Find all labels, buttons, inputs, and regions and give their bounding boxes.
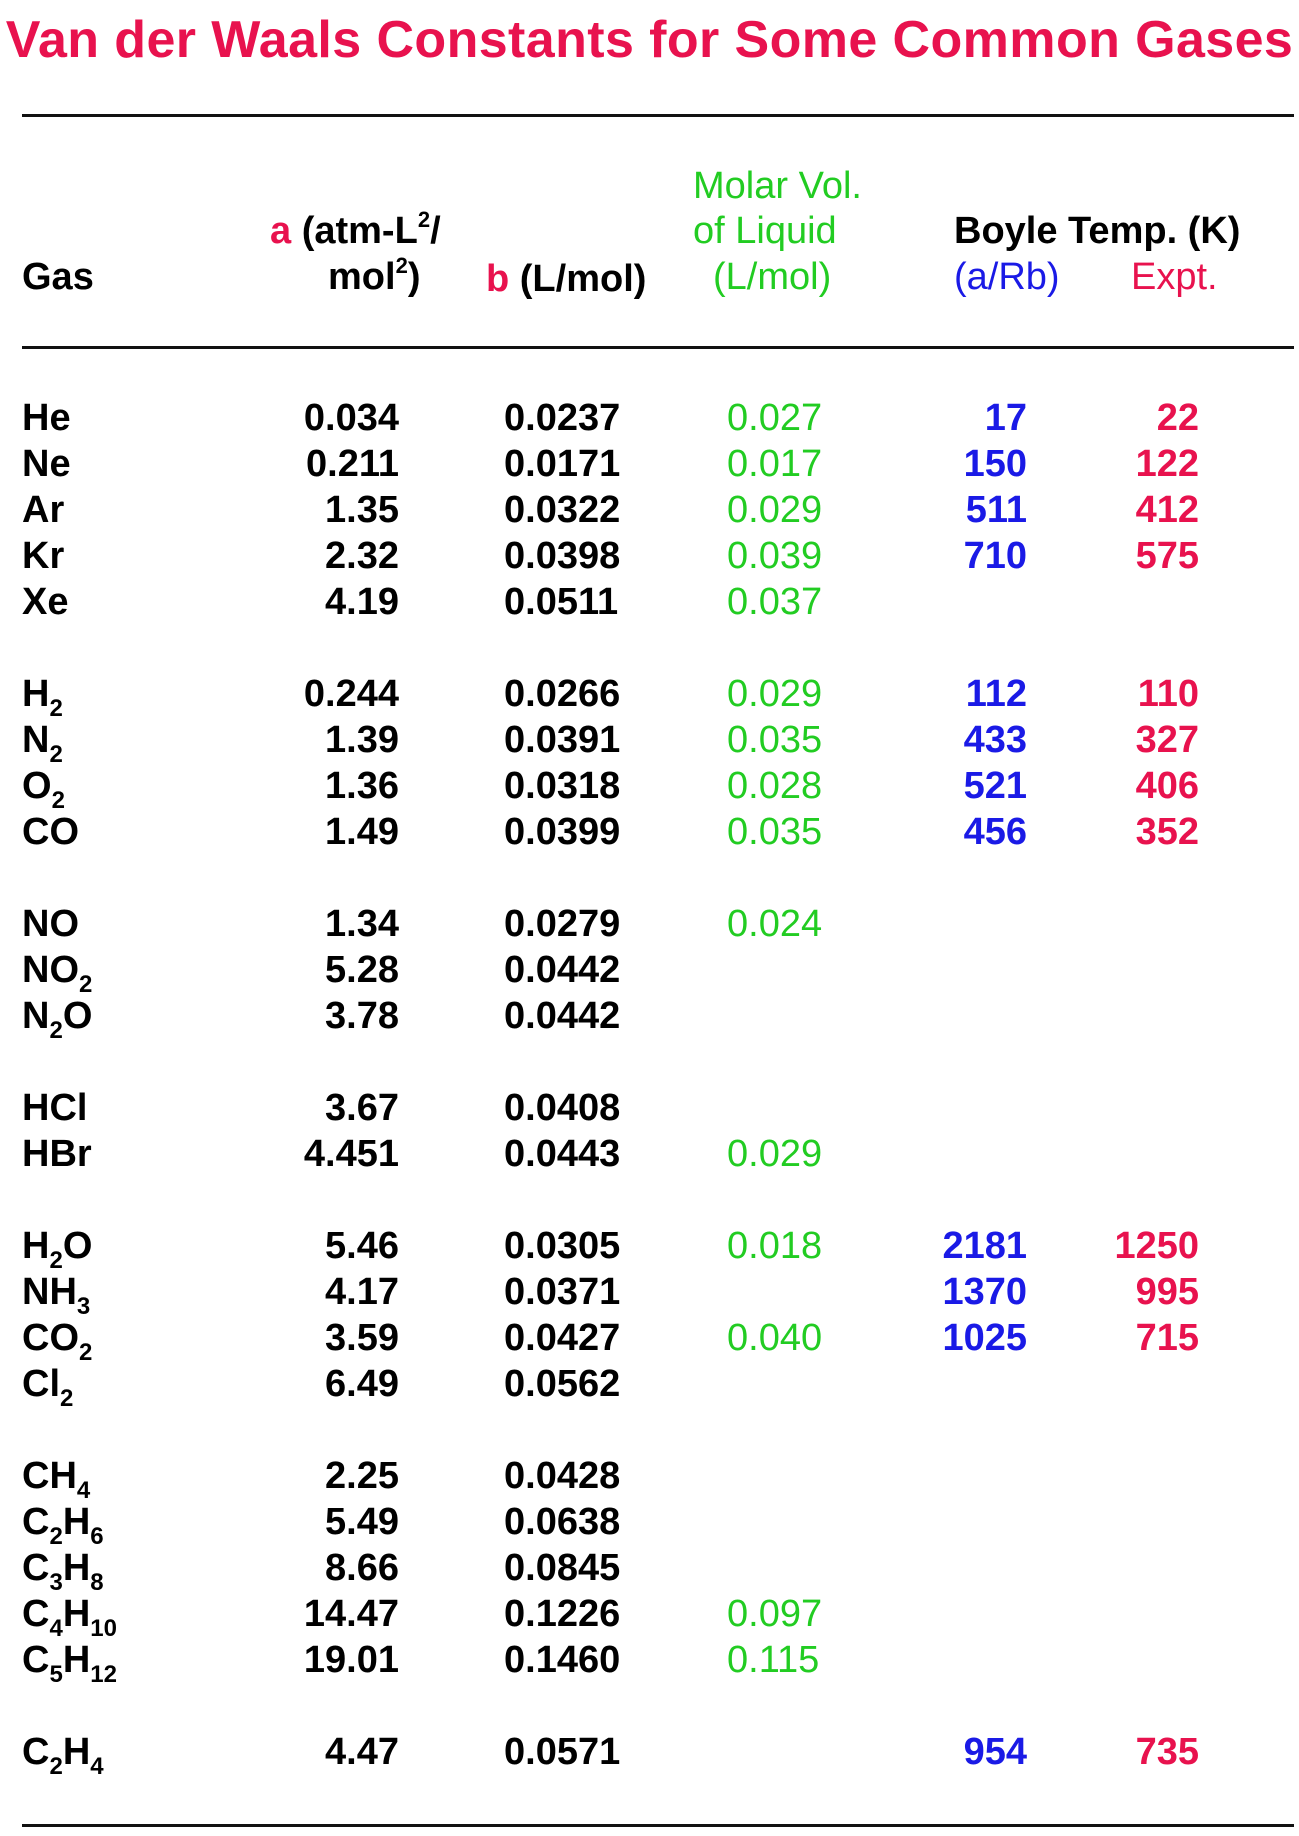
header-a-sup1: 2 [417,207,431,232]
a-value: 5.46 [325,1225,399,1267]
gas-symbol: Ne [22,443,71,485]
table-row [0,1591,1299,1642]
gas-symbol: H [22,673,50,715]
header-a-close: ) [407,256,421,298]
boyle-expt-value: 995 [1135,1271,1199,1313]
header-molar-line1: Molar Vol. [693,165,862,207]
b-value: 0.0266 [504,673,621,715]
gas-subscript: 10 [90,1615,117,1642]
gas-symbol: HBr [22,1133,92,1175]
a-value: 8.66 [325,1547,399,1589]
gas-symbol: C [22,1593,50,1635]
gas-symbol: NO [22,949,79,991]
gas-symbol: H [62,1639,91,1681]
molar-volume-value: 0.028 [727,765,823,807]
gas-symbol: He [22,397,71,439]
boyle-expt-value: 715 [1135,1317,1199,1359]
a-value: 6.49 [325,1363,399,1405]
boyle-calc-value: 112 [965,673,1027,715]
page-title: Van der Waals Constants for Some Common Gases [5,11,1294,69]
b-value: 0.0443 [504,1133,621,1175]
table-row [0,901,1299,947]
gas-subscript: 4 [49,1615,63,1642]
boyle-calc-value: 2181 [942,1225,1027,1267]
gas-name [22,993,93,1044]
gas-subscript: 2 [60,1385,74,1412]
b-value: 0.0322 [504,489,621,531]
a-value: 4.19 [325,581,399,623]
gas-symbol: Cl [22,1363,60,1405]
molar-volume-value: 0.017 [727,443,823,485]
gas-subscript: 2 [49,741,63,768]
molar-volume-value: 0.029 [727,1133,823,1175]
a-value: 1.34 [325,903,399,945]
gas-symbol: NH [22,1271,77,1313]
gas-name [22,395,71,441]
gas-symbol: O [62,995,93,1037]
molar-volume-value: 0.027 [727,397,823,439]
boyle-expt-value: 110 [1137,673,1199,715]
header-a-line2 [328,254,420,300]
gas-symbol: H [62,1593,91,1635]
gas-name [22,579,68,625]
gas-symbol: H [22,1225,50,1267]
gas-symbol: H [62,1547,91,1589]
table-row [0,395,1299,441]
gas-symbol: CH [22,1455,77,1497]
table-row [0,487,1299,533]
molar-volume-value: 0.029 [727,673,823,715]
b-value: 0.0237 [504,397,621,439]
b-value: 0.0428 [504,1455,621,1497]
table-row [0,809,1299,855]
boyle-expt-value: 406 [1135,765,1199,807]
b-value: 0.0845 [504,1547,621,1589]
table-row [0,993,1299,1044]
table-row [0,441,1299,487]
header-divider [22,346,1294,349]
a-value: 2.25 [325,1455,399,1497]
a-value: 1.36 [325,765,399,807]
gas-subscript: 2 [49,695,63,722]
a-value: 3.59 [325,1317,399,1359]
gas-name [22,1131,92,1177]
boyle-calc-value: 433 [963,719,1027,761]
gas-subscript: 4 [76,1477,91,1504]
table-row [0,947,1299,998]
b-value: 0.1226 [504,1593,621,1635]
header-a-letter: a [270,210,292,252]
gas-symbol: NO [22,903,79,945]
gas-name [22,671,63,722]
boyle-calc-value: 17 [984,397,1027,439]
gas-subscript: 2 [79,1339,93,1366]
gas-symbol: Ar [22,489,65,531]
b-value: 0.0408 [504,1087,621,1129]
header-molar-line2: of Liquid [693,210,837,252]
header-a-sup2: 2 [395,253,408,278]
gas-name [22,441,71,487]
boyle-expt-value: 575 [1135,535,1199,577]
gas-subscript: 8 [90,1569,104,1596]
header-a-slash: / [430,210,441,252]
boyle-expt-value: 412 [1135,489,1199,531]
gas-subscript: 2 [49,1017,63,1044]
b-value: 0.0399 [504,811,621,853]
gas-symbol: N [22,995,50,1037]
a-value: 4.451 [303,1133,399,1175]
gas-name [22,533,64,579]
gas-name [22,1453,91,1504]
gas-name [22,717,63,768]
boyle-calc-value: 511 [965,489,1027,531]
gas-name [22,1729,104,1780]
table-row [0,1131,1299,1177]
gas-symbol: C [22,1639,50,1681]
table-row [0,533,1299,579]
table-row [0,671,1299,722]
gas-subscript: 6 [90,1523,104,1550]
header-a-unit1: (atm-L [301,210,418,252]
gas-subscript: 2 [79,971,93,998]
molar-volume-value: 0.040 [727,1317,823,1359]
table-row [0,1453,1299,1504]
boyle-expt-value: 22 [1156,397,1199,439]
gas-symbol: CO [22,811,79,853]
a-value: 19.01 [303,1639,399,1681]
a-value: 4.47 [325,1731,399,1773]
molar-volume-value: 0.035 [727,811,823,853]
gas-symbol: Kr [22,535,65,577]
header-gas: Gas [22,256,94,298]
boyle-calc-value: 521 [963,765,1027,807]
b-value: 0.0571 [504,1731,621,1773]
gas-subscript: 5 [49,1661,63,1688]
molar-volume-value: 0.037 [727,581,823,623]
gas-symbol: H [62,1501,91,1543]
molar-volume-value: 0.097 [727,1593,823,1635]
molar-volume-value: 0.024 [727,903,823,945]
gas-name [22,901,79,947]
top-divider [22,114,1294,117]
gas-name [22,487,64,533]
b-value: 0.0638 [504,1501,621,1543]
gas-symbol: C [22,1547,50,1589]
header-boyle-title: Boyle Temp. (K) [954,210,1241,252]
gas-name [22,1591,117,1642]
header-b [486,256,646,302]
gas-symbol: HCl [22,1087,88,1129]
table-row [0,1729,1299,1780]
header-boyle-calc: (a/Rb) [954,256,1060,298]
gas-symbol: CO [22,1317,79,1359]
gas-name [22,763,65,814]
gas-subscript: 12 [90,1661,117,1688]
a-value: 4.17 [325,1271,399,1313]
b-value: 0.0427 [504,1317,621,1359]
gas-name [22,1499,104,1550]
a-value: 0.244 [303,673,399,715]
gas-subscript: 4 [90,1753,104,1780]
b-value: 0.1460 [504,1639,621,1681]
gas-subscript: 2 [49,1523,63,1550]
gas-name [22,1545,104,1596]
boyle-calc-value: 150 [963,443,1027,485]
gas-name [22,1223,93,1274]
b-value: 0.0371 [504,1271,621,1313]
header-b-letter: b [486,258,510,300]
b-value: 0.0318 [504,765,621,807]
molar-volume-value: 0.018 [727,1225,823,1267]
molar-volume-value: 0.029 [727,489,823,531]
boyle-calc-value: 456 [963,811,1027,853]
a-value: 5.28 [325,949,399,991]
gas-name [22,1361,74,1412]
a-value: 14.47 [303,1593,399,1635]
gas-subscript: 2 [51,787,65,814]
gas-name [22,1637,117,1688]
boyle-expt-value: 1250 [1114,1225,1199,1267]
gas-subscript: 2 [49,1753,63,1780]
header-a-line1 [270,208,441,254]
a-value: 1.35 [325,489,399,531]
a-value: 1.49 [325,811,399,853]
boyle-calc-value: 1370 [942,1271,1027,1313]
gas-name [22,1315,93,1366]
molar-volume-value: 0.115 [727,1639,820,1681]
boyle-expt-value: 352 [1135,811,1199,853]
a-value: 3.78 [325,995,399,1037]
table-row [0,1545,1299,1596]
gas-subscript: 3 [49,1569,63,1596]
b-value: 0.0562 [504,1363,621,1405]
a-value: 1.39 [325,719,399,761]
gas-name [22,947,93,998]
b-value: 0.0279 [504,903,621,945]
b-value: 0.0305 [504,1225,621,1267]
boyle-calc-value: 954 [963,1731,1027,1773]
b-value: 0.0391 [504,719,621,761]
table-row [0,1315,1299,1366]
gas-symbol: C [22,1731,50,1773]
boyle-expt-value: 122 [1135,443,1199,485]
gas-symbol: O [62,1225,93,1267]
gas-subscript: 2 [49,1247,63,1274]
table-row [0,1637,1299,1688]
gas-name [22,1085,87,1131]
a-value: 3.67 [325,1087,399,1129]
molar-volume-value: 0.035 [727,719,823,761]
table-row [0,579,1299,625]
a-value: 0.211 [306,443,399,485]
table-row [0,1223,1299,1274]
gas-symbol: O [22,765,52,807]
gas-symbol: H [62,1731,91,1773]
a-value: 0.034 [303,397,399,439]
header-boyle-expt: Expt. [1131,256,1218,298]
bottom-divider [22,1824,1294,1827]
b-value: 0.0171 [504,443,621,485]
b-value: 0.0398 [504,535,621,577]
table-row [0,1269,1299,1320]
a-value: 5.49 [325,1501,399,1543]
header-molar-line3: (L/mol) [713,256,832,298]
boyle-calc-value: 1025 [942,1317,1027,1359]
b-value: 0.0511 [504,581,619,623]
a-value: 2.32 [325,535,399,577]
b-value: 0.0442 [504,995,621,1037]
table-row [0,1361,1299,1412]
table-row [0,717,1299,768]
table-row [0,763,1299,814]
header-b-unit: (L/mol) [519,258,647,300]
molar-volume-value: 0.039 [727,535,823,577]
b-value: 0.0442 [504,949,621,991]
boyle-expt-value: 327 [1135,719,1199,761]
gas-subscript: 3 [76,1293,91,1320]
header-a-unit2: mol [328,256,396,298]
boyle-expt-value: 735 [1135,1731,1199,1773]
table-row [0,1499,1299,1550]
gas-name [22,809,79,855]
table-row [0,1085,1299,1131]
gas-name [22,1269,91,1320]
gas-symbol: Xe [22,581,69,623]
gas-symbol: C [22,1501,50,1543]
gas-symbol: N [22,719,50,761]
boyle-calc-value: 710 [963,535,1027,577]
